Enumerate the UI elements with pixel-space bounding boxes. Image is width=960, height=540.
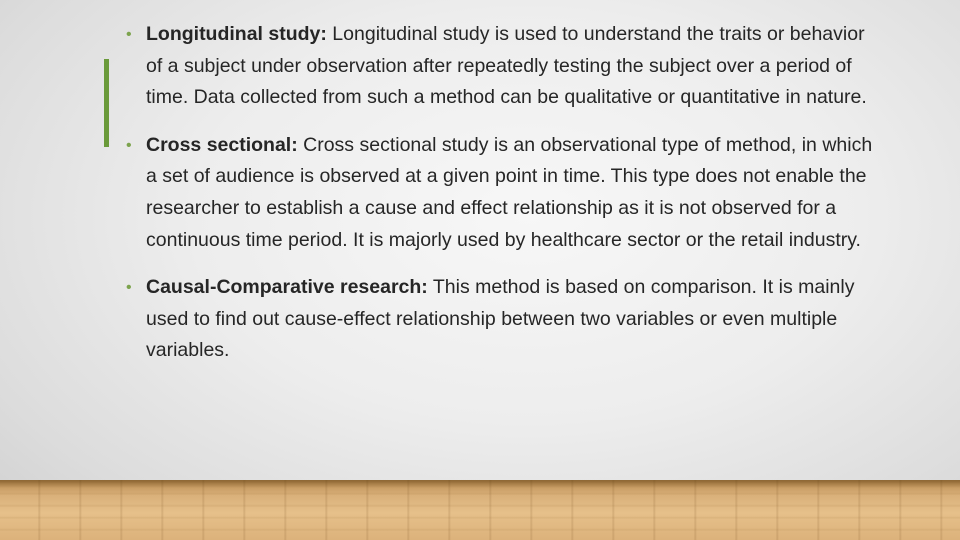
bullet-term: Causal-Comparative research:	[146, 276, 428, 299]
bullet-item-cross-sectional	[126, 130, 876, 256]
bullet-dot-icon: •	[126, 26, 132, 43]
wood-floor	[0, 480, 960, 540]
floor-shadow	[0, 480, 960, 488]
bullet-item-longitudinal	[126, 19, 876, 114]
bullet-term: Longitudinal study:	[146, 23, 327, 45]
bullet-text: Longitudinal study is used to understand the traits or behavior of a subject under observation after repeatedly testing the subject over a period of time. Data collected from such a method can be qualitative or quantitative in nature.	[146, 23, 867, 109]
bullet-dot-icon: •	[126, 279, 132, 297]
accent-bar	[104, 59, 109, 147]
bullet-item-causal-comparative	[126, 272, 876, 367]
bullet-text: Cross sectional study is an observational type of method, in which a set of audience is observed at a given point in time. This type does not enable the researcher to establish a cause and effect relationship as it is not observed for a continuous time period. It is majorly used by healthcare sector or the retail industry.	[146, 133, 873, 251]
bullet-text: This method is based on comparison. It is mainly used to find out cause-effect relationship between two variables or even multiple variables.	[146, 276, 855, 362]
bullet-list	[126, 19, 876, 383]
bullet-term: Cross sectional:	[146, 133, 298, 156]
bullet-dot-icon: •	[126, 136, 132, 154]
